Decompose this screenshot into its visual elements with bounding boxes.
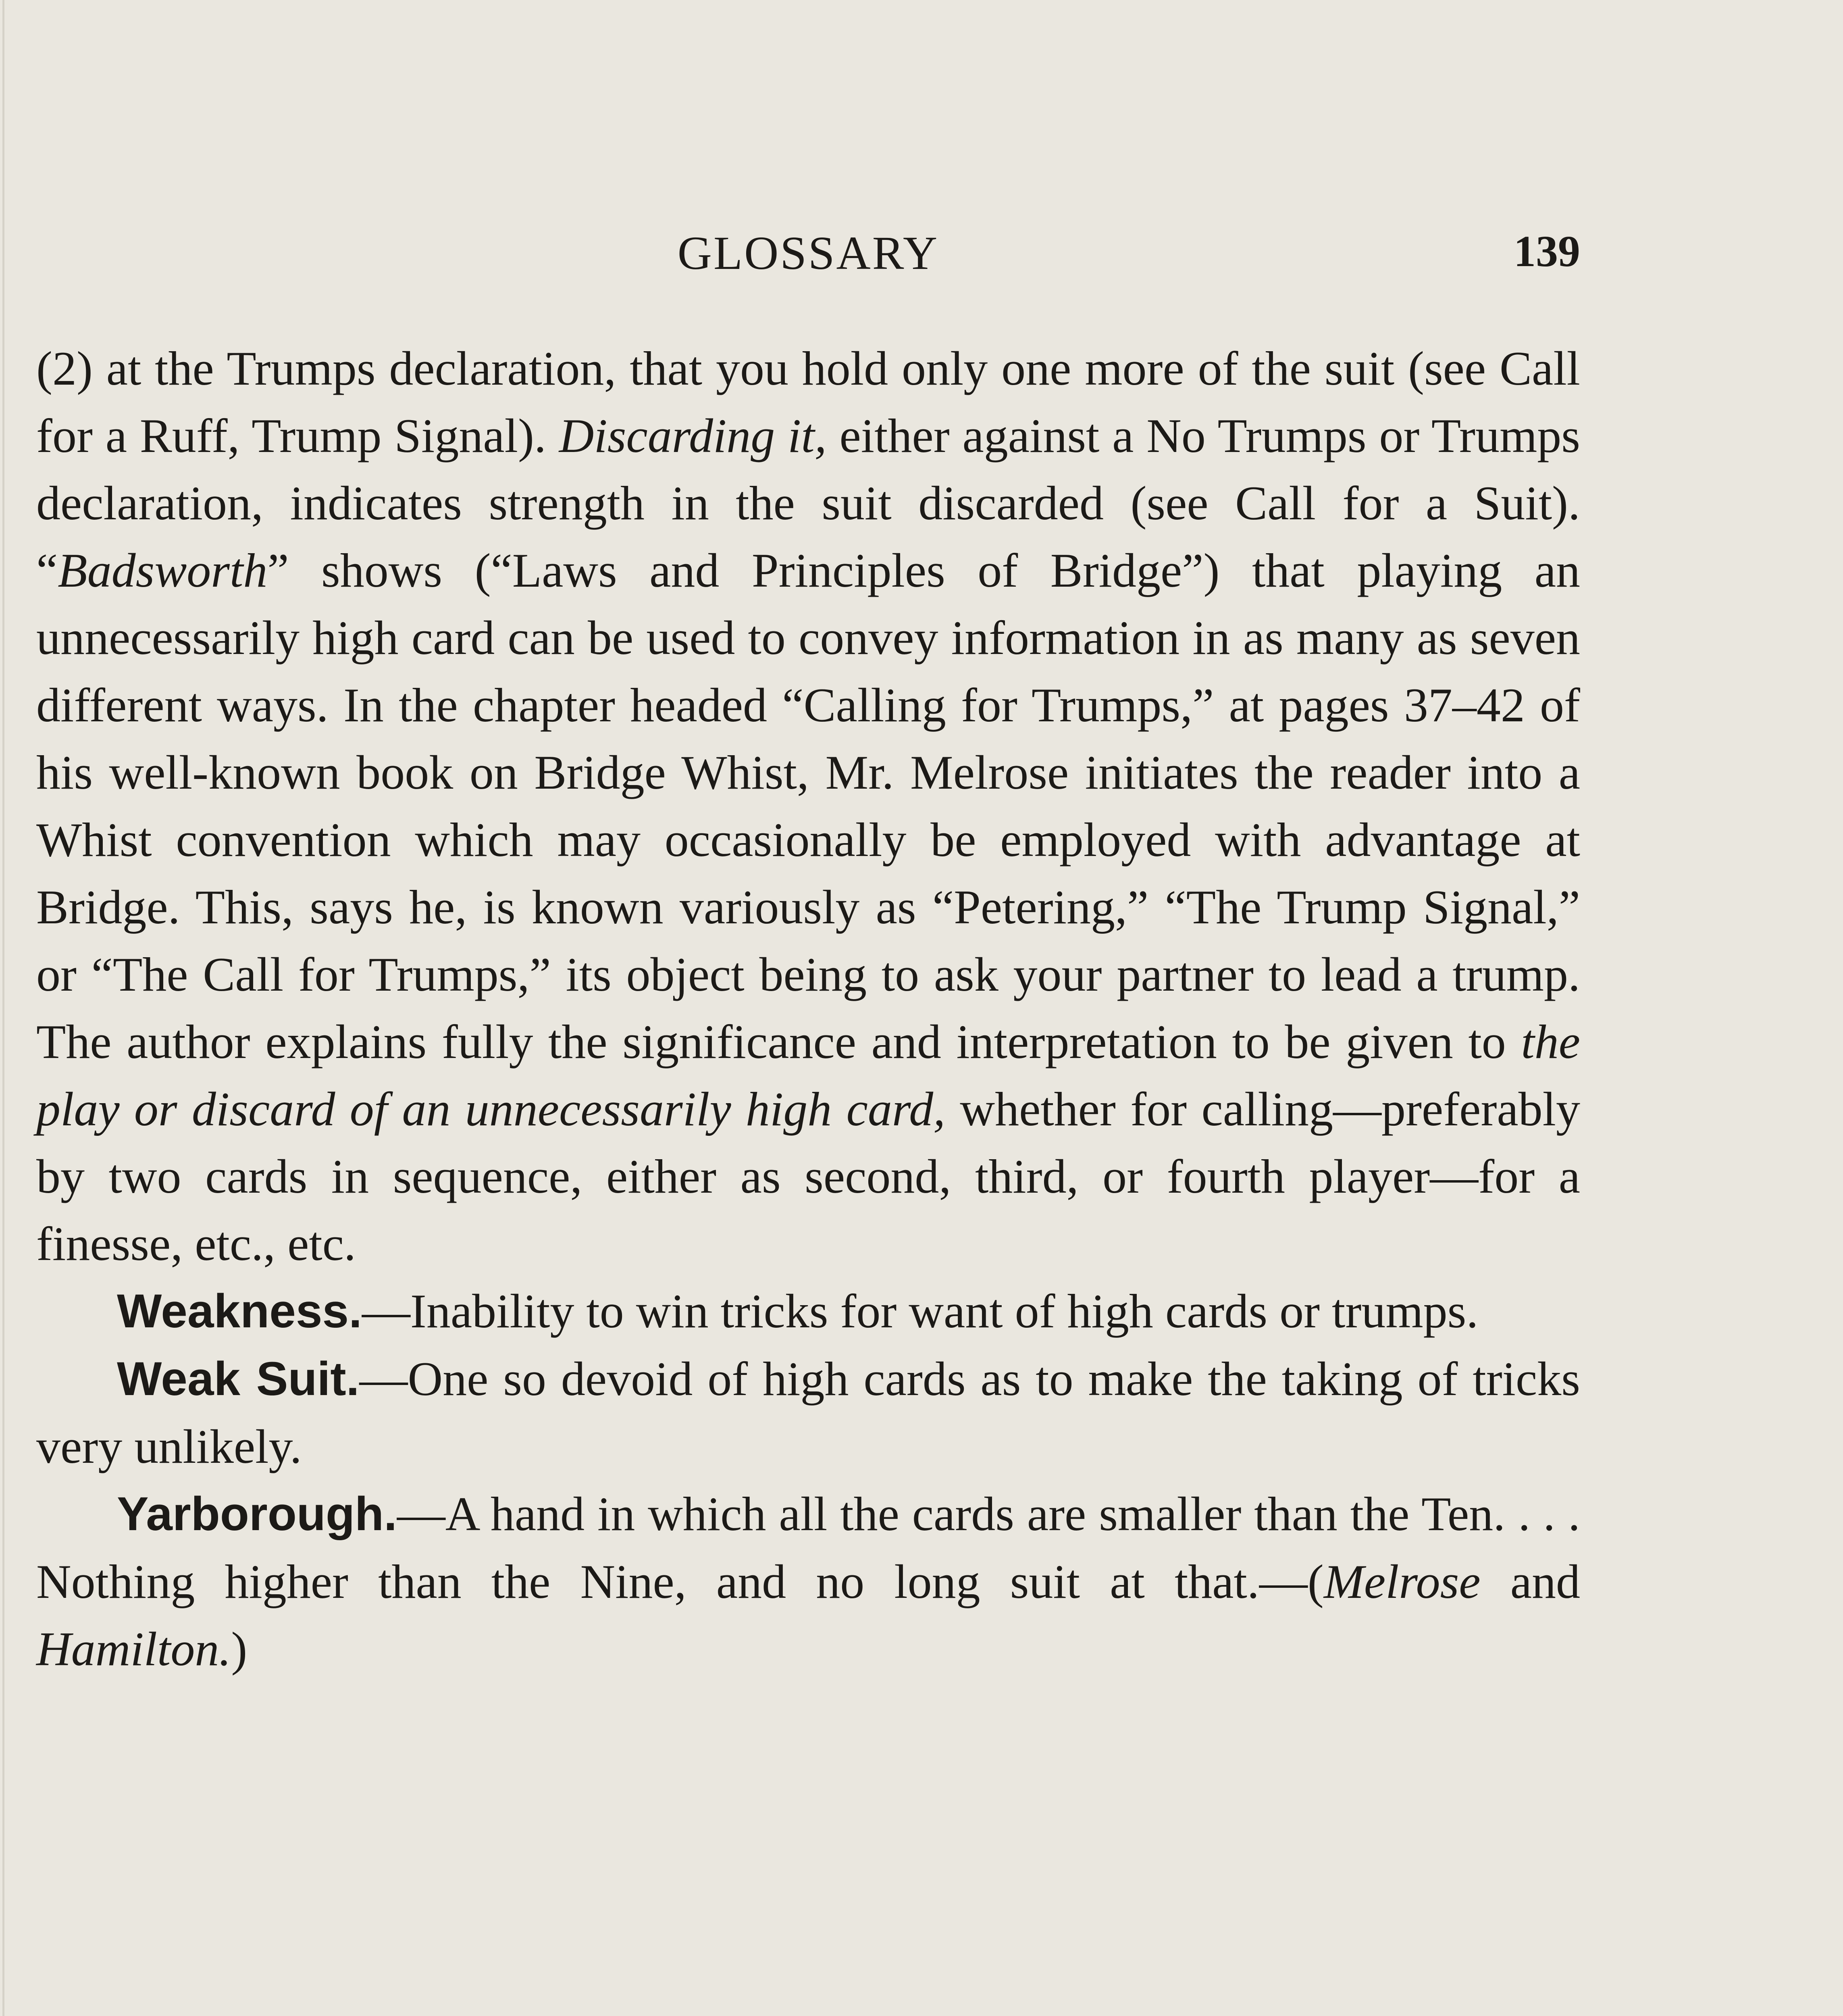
term-yarborough: Yarborough. bbox=[117, 1487, 397, 1541]
continuation-text-1: (2) at the Trumps declaration, that you hold only one more of the suit (see Call for a Ruff, Trump Signal). bbox=[36, 342, 1580, 462]
continuation-text-3: ” shows (“Laws and Principles of Bridge”) that playing an unnecessarily high card can be used to convey information in as many as seven different ways. In the chapter headed “Calling for Trumps,” at pages 37–42 of his well-known book on Bridge Whist, Mr. Melrose initiates the reader into a Whist convention which may occasionally be employed with advantage at Bridge. This, says he, is known variously as “Petering,” “The Trump Signal,” or “The Call for Trumps,” its object being to ask your partner to lead a trump. The author explains fully the significance and interpretation to be given to bbox=[36, 544, 1580, 1068]
term-weakness: Weakness. bbox=[117, 1285, 362, 1338]
source-hamilton: Hamilton. bbox=[36, 1622, 231, 1676]
definition-weak-suit: —One so devoid of high cards as to make the taking of tricks very unlikely. bbox=[36, 1352, 1580, 1473]
source-close: ) bbox=[231, 1622, 248, 1676]
entry-weakness bbox=[36, 1277, 1580, 1345]
continuation-text-2: either against a No Trumps or Trumps declaration, indicates strength in the suit discarded (see Call for a Suit). “ bbox=[36, 409, 1580, 597]
entry-yarborough bbox=[36, 1480, 1580, 1683]
source-melrose: Melrose bbox=[1323, 1555, 1481, 1608]
entry-weak-suit bbox=[36, 1345, 1580, 1480]
continuation-italic-3: the play or discard of an unnecessarily high card, bbox=[36, 1015, 1580, 1136]
glossary-text bbox=[36, 335, 1580, 1683]
running-title: GLOSSARY bbox=[677, 227, 939, 279]
running-head bbox=[36, 226, 1580, 282]
continuation-italic-2: Badsworth bbox=[58, 544, 268, 597]
page-number: 139 bbox=[1514, 227, 1580, 276]
continuation-text-4: whether for calling—preferably by two cards in sequence, either as second, third, or fourth player—for a finesse, etc., etc. bbox=[36, 1082, 1581, 1270]
definition-yarborough: —A hand in which all the cards are smaller than the Ten. . . . Nothing higher than the Nine, and no long suit at that.—( bbox=[36, 1487, 1580, 1608]
page-edge bbox=[2, 0, 4, 2016]
continuation-paragraph bbox=[36, 335, 1580, 1277]
definition-weakness: —Inability to win tricks for want of high cards or trumps. bbox=[362, 1284, 1479, 1338]
continuation-italic-1: Discarding it, bbox=[559, 409, 827, 462]
source-and: and bbox=[1480, 1555, 1581, 1608]
term-weak-suit: Weak Suit. bbox=[117, 1352, 360, 1406]
